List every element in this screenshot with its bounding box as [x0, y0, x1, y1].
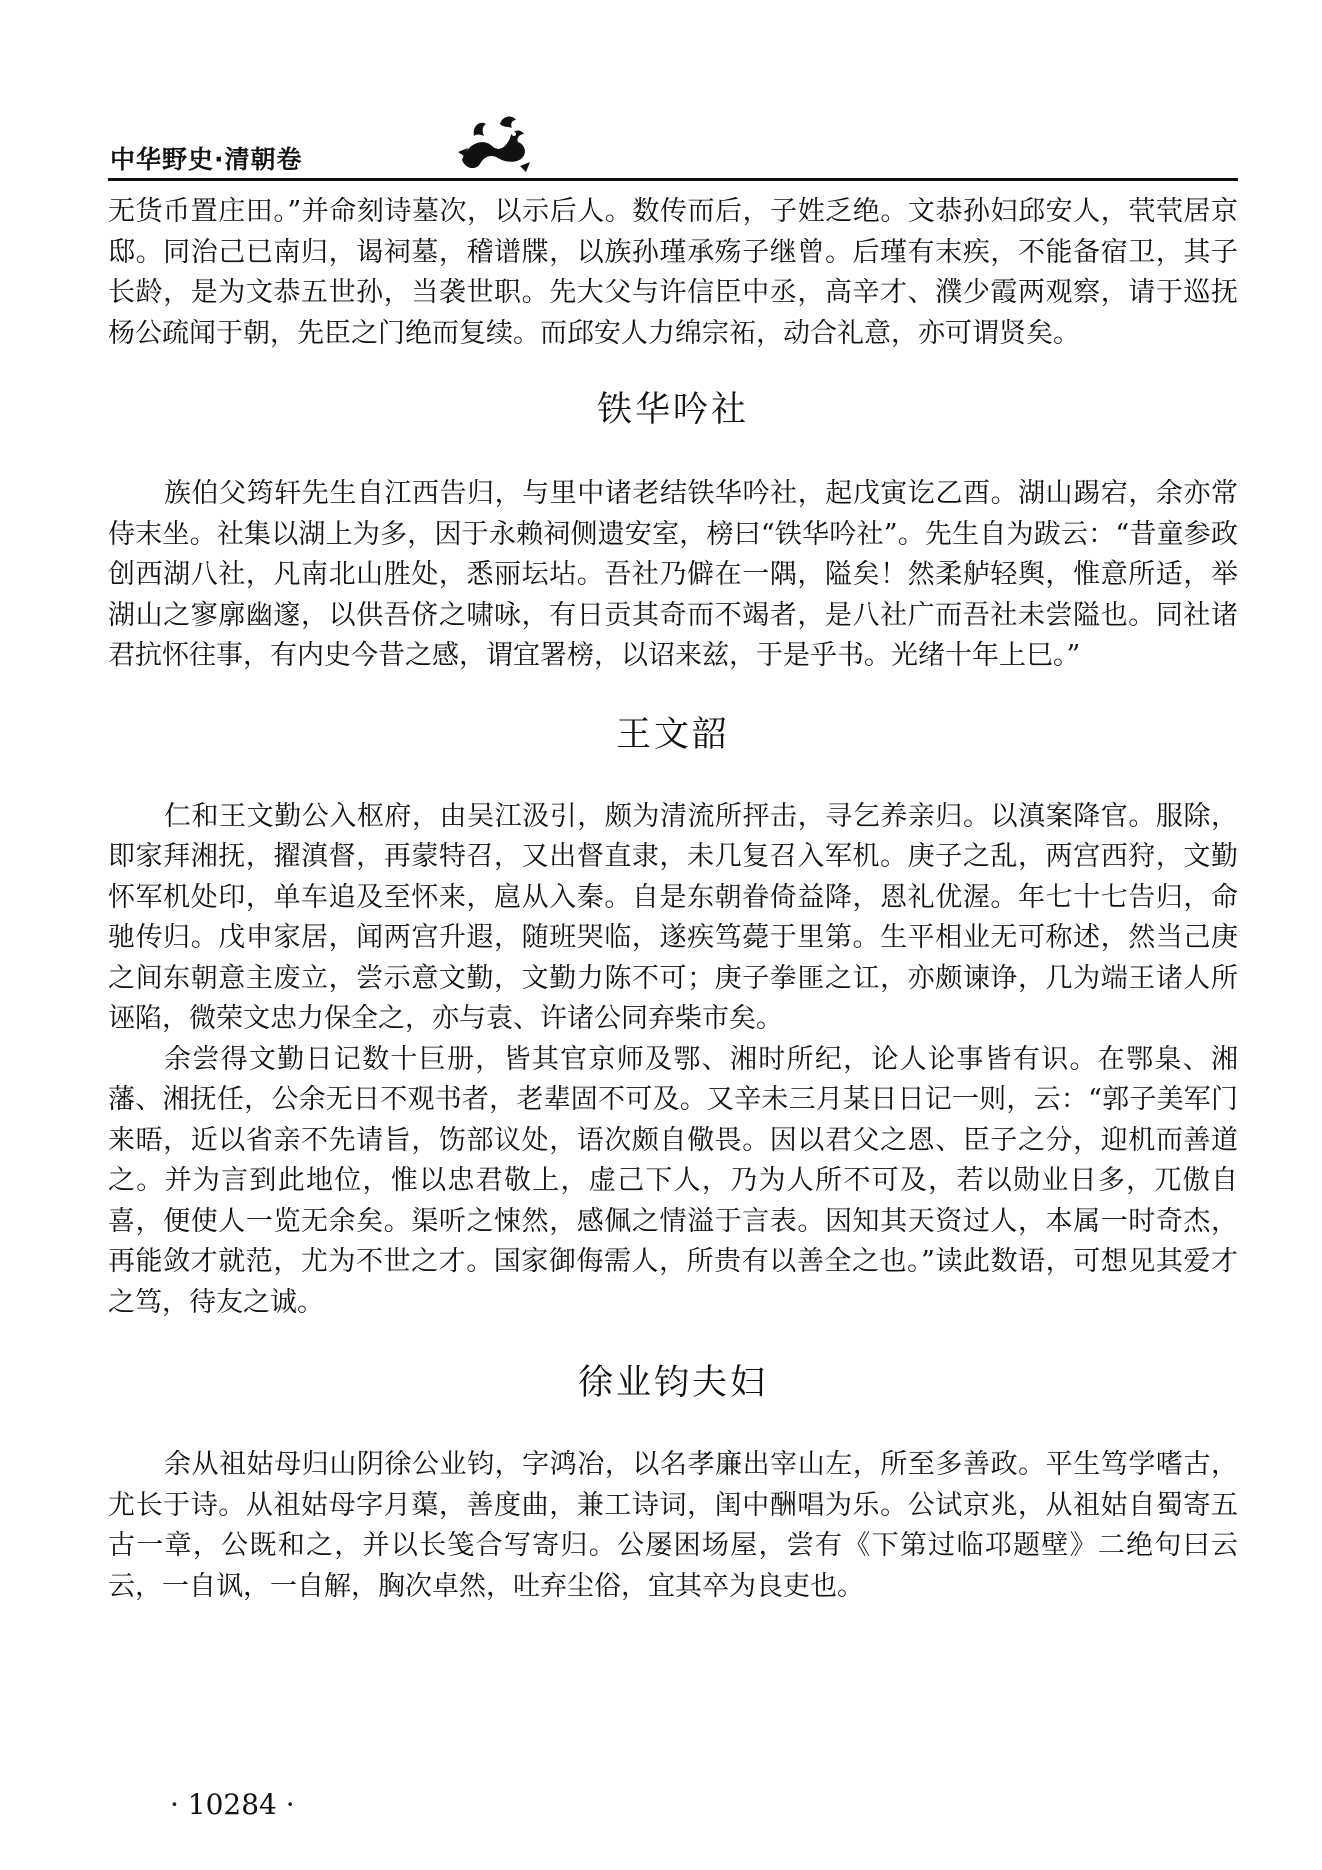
paragraph: 仁和王文勤公入枢府，由吴江汲引，颇为清流所抨击，寻乞养亲归。以滇案降官。服除，即家拜湘抚，擢滇督，再蒙特召，又出督直隶，未几复召入军机。庚子之乱，两宫西狩，文勤怀军机处印，单车追及至怀来，扈从入秦。自是东朝眷倚益降，恩礼优渥。年七十七告归，命驰传归。戊申家居，闻两宫升遐，随班哭临，遂疾笃薨于里第。生平相业无可称述，然当己庚之间东朝意主废立，尝示意文勤，文勤力陈不可；庚子拳匪之讧，亦颇谏诤，几为端王诸人所诬陷，微荣文忠力保全之，亦与袁、许诸公同弃柴市矣。 — [108, 800, 1238, 1034]
article-body — [108, 192, 1238, 1607]
page-number: · 10284 · — [170, 1788, 295, 1821]
section-heading: 铁华吟社 — [596, 390, 749, 430]
section-heading: 徐业钧夫妇 — [577, 1363, 768, 1403]
header-rule — [108, 178, 1238, 181]
section-heading: 王文韶 — [615, 714, 730, 755]
paragraph: 族伯父筠轩先生自江西告归，与里中诸老结铁华吟社，起戊寅讫乙酉。湖山踢宕，余亦常侍末坐。社集以湖上为多，因于永赖祠侧遗安室，榜曰“铁华吟社”。先生自为跋云：“昔童参政创西湖八社，凡南北山胜处，悉丽坛坫。吾社乃僻在一隅，隘矣！然柔舻轻舆，惟意所适，举湖山之寥廓幽邃，以供吾侪之啸咏，有日贡其奇而不竭者，是八社广而吾社未尝隘也。同社诸君抗怀往事，有内史今昔之感，谓宜署榜，以诏来兹，于是乎书。光绪十年上巳。” — [108, 478, 1238, 671]
paragraph: 余尝得文勤日记数十巨册，皆其官京师及鄂、湘时所纪，论人论事皆有识。在鄂臬、湘藩、湘抚任，公余无日不观书者，老辈固不可及。又辛未三月某日日记一则，云：“郭子美军门来晤，近以省亲不先请旨，饬部议处，语次颇自儆畏。因以君父之恩、臣子之分，迎机而善道之。并为言到此地位，惟以忠君敬上，虚己下人，乃为人所不可及，若以勋业日多，兀傲自喜，便使人一览无余矣。渠听之悚然，感佩之情溢于言表。因知其天资过人，本属一时奇杰，再能敛才就范，尤为不世之才。国家御侮需人，所贵有以善全之也。”读此数语，可想见其爱才之笃，待友之诚。 — [108, 1043, 1238, 1318]
paragraph: 余从祖姑母归山阴徐公业钧，字鸿冶，以名孝廉出宰山左，所至多善政。平生笃学嗜古，尤长于诗。从祖姑母字月蕖，善度曲，兼工诗词，闺中酬唱为乐。公试京兆，从祖姑自蜀寄五古一章，公既和之，并以长笺合写寄归。公屡困场屋，尝有《下第过临邛题壁》二绝句曰云云，一自讽，一自解，胸次卓然，吐弃尘俗，宜其卒为良吏也。 — [108, 1449, 1238, 1602]
paragraph: 无货币置庄田。”并命刻诗墓次，以示后人。数传而后，子姓乏绝。文恭孙妇邱安人，茕茕居京邸。同治己已南归，谒祠墓，稽谱牒，以族孙瑾承殇子继曾。后瑾有末疾，不能备宿卫，其子长龄，是为文恭五世孙，当袭世职。先大父与许信臣中丞，高辛才、濮少霞两观察，请于巡抚杨公疏闻于朝，先臣之门绝而复续。而邱安人力绵宗祏，动合礼意，亦可谓贤矣。 — [108, 196, 1238, 349]
dragon-emblem-icon — [454, 112, 534, 178]
book-title: 中华野史·清朝卷 — [110, 145, 303, 174]
running-header — [108, 112, 1238, 188]
